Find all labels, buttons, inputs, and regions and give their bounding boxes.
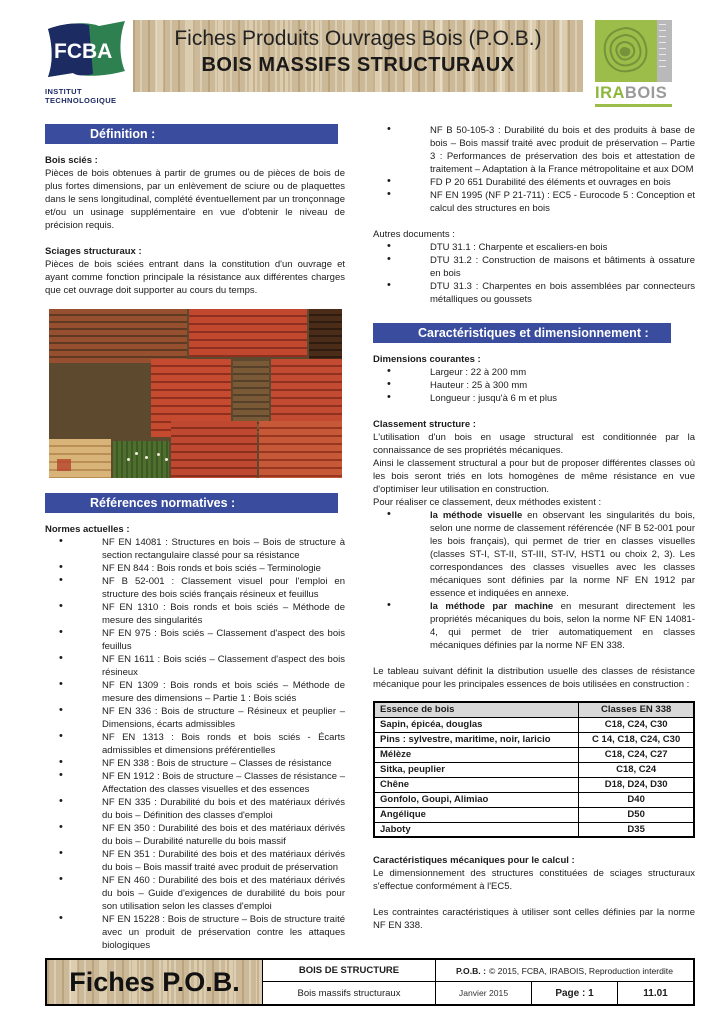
section-heading-references: Références normatives : — [45, 493, 338, 513]
footer-series-box: Fiches P.O.B. — [47, 960, 263, 1004]
footer-copyright — [436, 960, 693, 982]
content-columns — [0, 124, 724, 952]
irabois-wordmark — [595, 84, 690, 103]
bois-scies-text: Pièces de bois obtenues à partir de grumes ou de pièces de bois de plus fortes dimensions, par un enlèvement de sciure ou de plaquettes dans le sens longitudinal, complété éventuellement par un tronçonnage et/ou un usinage supplémentaire en vue d'obtenir le niveau de précision requis. — [45, 168, 345, 231]
norme-item: • NF EN 335 : Durabilité du bois et des matériaux dérivés du bois – Définition des classes d'emploi — [45, 796, 345, 822]
document-title-banner — [133, 20, 583, 92]
classes-cell: D35 — [579, 822, 694, 837]
norme-item: • NF EN 350 : Durabilité des bois et des matériaux dérivés du bois – Durabilité naturelle du bois massif — [45, 822, 345, 848]
essence-cell: Sitka, peuplier — [374, 762, 579, 777]
norme-item: • NF EN 975 : Bois sciés – Classement d'aspect des bois feuillus — [45, 627, 345, 653]
norme-item: • NF EN 15228 : Bois de structure – Bois de structure traité avec un produit de préservation contre les attaques biologiques — [45, 913, 345, 952]
fcba-subtitle — [45, 87, 133, 105]
autre-document-item: • DTU 31.2 : Construction de maisons et bâtiments à ossature en bois — [373, 254, 695, 280]
classement-paragraph: Ainsi le classement structural a pour but de proposer différentes classes où les bois seront triés en lots homogènes de même résistance en vue d'optimiser leur utilisation en construction. — [373, 458, 695, 495]
irabois-wordmark-bois: BOIS — [624, 84, 668, 102]
dimension-item: • Largeur : 22 à 200 mm — [373, 366, 695, 379]
methodes-list — [373, 509, 695, 652]
dimension-item: • Longueur : jusqu'à 6 m et plus — [373, 392, 695, 405]
section-heading-definition: Définition : — [45, 124, 338, 144]
norme-item: • NF B 50-105-3 : Durabilité du bois et des produits à base de bois – Bois massif traité avec produit de préservation – Partie 3 : Performances de préservation des bois et attestation de traitement – Adaptation à la France métropolitaine et aux DOM — [373, 124, 695, 176]
norme-item: • NF EN 1611 : Bois sciés – Classement d'aspect des bois résineux — [45, 653, 345, 679]
table-header-row — [374, 702, 694, 717]
calcul-paragraph: Les contraintes caractéristiques à utiliser sont celles définies par la norme NF EN 338. — [373, 907, 695, 931]
footer-info-grid — [263, 960, 693, 1004]
irabois-tagline — [595, 104, 672, 107]
table-row — [374, 717, 694, 732]
section-heading-caracteristiques: Caractéristiques et dimensionnement : — [373, 323, 671, 343]
bundle-stamp — [57, 459, 71, 471]
fcba-subtitle-line2: TECHNOLOGIQUE — [45, 96, 117, 105]
footer-reference-number: 11.01 — [643, 987, 668, 999]
classement-paragraph: L'utilisation d'un bois en usage structural est conditionnée par la connaissance de ses propriétés mécaniques. — [373, 432, 695, 456]
dimensions-list — [373, 366, 695, 405]
norme-item: • NF EN 1995 (NF P 21-711) : EC5 - Eurocode 5 : Conception et calcul des structures en bois — [373, 189, 695, 215]
autres-documents-title: Autres documents : — [373, 229, 455, 240]
dimension-item: • Hauteur : 25 à 300 mm — [373, 379, 695, 392]
norme-item: • FD P 20 651 Durabilité des éléments et ouvrages en bois — [373, 176, 695, 189]
lumber-bundle — [189, 309, 307, 357]
lumber-bundle — [49, 365, 149, 437]
document-series-title: Fiches Produits Ouvrages Bois (P.O.B.) — [174, 27, 542, 50]
irabois-logo — [595, 20, 690, 107]
calcul-title: Caractéristiques mécaniques pour le calcul : — [373, 855, 575, 866]
norme-item: • NF EN 336 : Bois de structure – Résineux et peuplier – Dimensions, écarts admissibles — [45, 705, 345, 731]
table-row — [374, 732, 694, 747]
lumber-bundle — [171, 421, 257, 478]
fcba-subtitle-line1: INSTITUT — [45, 87, 82, 96]
table-row — [374, 822, 694, 837]
essence-cell: Sapin, épicéa, douglas — [374, 717, 579, 732]
autres-documents-list — [373, 241, 695, 306]
dimensions-title: Dimensions courantes : — [373, 354, 481, 365]
footer-doc-family: BOIS DE STRUCTURE — [263, 960, 436, 982]
norme-item: • NF EN 1313 : Bois ronds et bois sciés - Écarts admissibles et dimensions préférentielles — [45, 731, 345, 757]
footer-page-number: Page : 1 — [532, 982, 618, 1004]
fcba-acronym: FCBA — [54, 40, 113, 63]
essence-cell: Angélique — [374, 807, 579, 822]
norme-item: • NF EN 338 : Bois de structure – Classes de résistance — [45, 757, 345, 770]
sciages-title: Sciages structuraux : — [45, 246, 142, 257]
classes-cell: D18, D24, D30 — [579, 777, 694, 792]
daisies — [135, 452, 138, 455]
classes-cell: D40 — [579, 792, 694, 807]
irabois-rings-icon — [595, 20, 657, 82]
document-main-title: BOIS MASSIFS STRUCTURAUX — [201, 54, 515, 76]
methode-item — [373, 509, 695, 600]
normes-actuelles-title: Normes actuelles : — [45, 524, 130, 535]
norme-item: • NF EN 1310 : Bois ronds et bois sciés – Méthode de mesure des singularités — [45, 601, 345, 627]
table-row — [374, 762, 694, 777]
left-column — [45, 124, 345, 952]
essence-cell: Jaboty — [374, 822, 579, 837]
essence-cell: Pins : sylvestre, maritime, noir, laricio — [374, 732, 579, 747]
lumber-bundle — [49, 309, 187, 363]
table-row — [374, 807, 694, 822]
grass — [113, 441, 169, 478]
essences-table — [373, 701, 695, 838]
table-header-classes: Classes EN 338 — [579, 702, 694, 717]
table-header-essence: Essence de bois — [374, 702, 579, 717]
table-row — [374, 792, 694, 807]
table-intro: Le tableau suivant définit la distribution usuelle des classes de résistance mécanique pour les principales essences de bois utilisées en construction : — [373, 666, 695, 690]
methode-lead: la méthode par machine — [430, 601, 554, 612]
norme-item: • NF EN 460 : Durabilité des bois et des matériaux dérivés du bois – Guide d'exigences de durabilité du bois pour son utilisation selon les classes d'emploi — [45, 874, 345, 913]
classement-title: Classement structure : — [373, 419, 476, 430]
page-footer — [45, 958, 695, 1006]
classes-cell: C18, C24 — [579, 762, 694, 777]
classes-cell: C18, C24, C27 — [579, 747, 694, 762]
sciages-text: Pièces de bois sciées entrant dans la constitution d'un ouvrage et ayant comme fonction principale la résistance aux différentes charges que cet ouvrage doit supporter au cours du temps. — [45, 259, 345, 296]
calcul-paragraph: Le dimensionnement des structures constituées de sciages structuraux s'effectue conformément à l'EC5. — [373, 868, 695, 892]
classes-cell: D50 — [579, 807, 694, 822]
methode-text: en mesurant directement les propriétés mécaniques du bois, selon la norme NF EN 14081-4, qui permet de trier automatiquement en classes mécaniques définies par la norme NF EN 338. — [430, 601, 695, 651]
norme-item: • NF EN 14081 : Structures en bois – Bois de structure à section rectangulaire classé pour sa résistance — [45, 536, 345, 562]
essence-cell: Chêne — [374, 777, 579, 792]
essence-cell: Mélèze — [374, 747, 579, 762]
footer-copyright-text: © 2015, FCBA, IRABOIS, Reproduction interdite — [488, 965, 673, 976]
autre-document-item: • DTU 31.1 : Charpente et escaliers-en bois — [373, 241, 695, 254]
normes-list — [45, 536, 345, 952]
lumber-stack-photo — [49, 309, 342, 478]
norme-item: • NF EN 1309 : Bois ronds et bois sciés – Méthode de mesure des dimensions – Partie 1 : Bois sciés — [45, 679, 345, 705]
table-row — [374, 777, 694, 792]
classement-paragraph: Pour réaliser ce classement, deux méthodes existent : — [373, 497, 602, 508]
irabois-ruler-icon — [657, 20, 672, 82]
methode-lead: la méthode visuelle — [430, 510, 523, 521]
footer-doc-name: Bois massifs structuraux — [263, 982, 436, 1004]
norme-item: • NF B 52-001 : Classement visuel pour l'emploi en structure des bois sciés français résineux et feuillus — [45, 575, 345, 601]
right-column — [373, 124, 695, 952]
normes-list-continued — [373, 124, 695, 215]
fcba-logo — [45, 20, 133, 105]
page-header — [0, 0, 724, 107]
lumber-bundle — [259, 421, 342, 478]
classes-cell: C 14, C18, C24, C30 — [579, 732, 694, 747]
norme-item: • NF EN 351 : Durabilité des bois et des matériaux dérivés du bois – Bois massif traité avec produit de préservation — [45, 848, 345, 874]
footer-date: Janvier 2015 — [436, 982, 532, 1004]
norme-item: • NF EN 1912 : Bois de structure – Classes de résistance – Affectation des classes visuelles et des essences — [45, 770, 345, 796]
bois-scies-title: Bois sciés : — [45, 155, 98, 166]
autre-document-item: • DTU 31.3 : Charpentes en bois assemblées par connecteurs métalliques ou goussets — [373, 280, 695, 306]
table-row — [374, 747, 694, 762]
methode-item — [373, 600, 695, 652]
methode-text: en observant les singularités du bois, selon une norme de classement référencée (NF B 52-001 pour les bois français), qui permet de trier en classes visuelles (classes ST-I, ST-II, ST-III, ST-IV, HST1 ou choix 2, 3). Les correspondances des classes visuelles avec les classes mécaniques sont définies par la norme NF EN 1912 par essence et indiquées en annexe. — [430, 510, 695, 599]
norme-item: • NF EN 844 : Bois ronds et bois sciés – Terminologie — [45, 562, 345, 575]
essence-cell: Gonfolo, Goupi, Alimiao — [374, 792, 579, 807]
footer-copyright-label: P.O.B. : — [456, 965, 486, 976]
classes-cell: C18, C24, C30 — [579, 717, 694, 732]
irabois-wordmark-ira: IRA — [595, 84, 625, 102]
fcba-flag-icon — [45, 20, 127, 78]
